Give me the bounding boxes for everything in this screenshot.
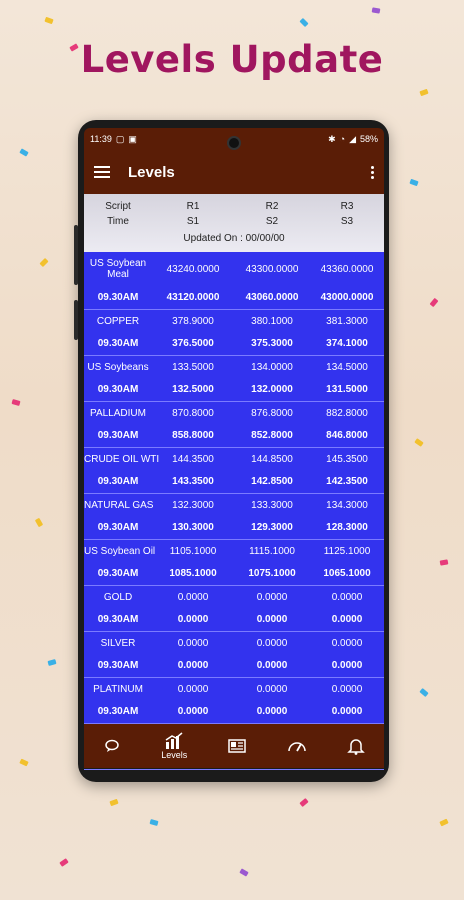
script-name: US Soybeans [87, 361, 149, 373]
s3-value: 0.0000 [331, 706, 363, 717]
script-name: SILVER [100, 637, 136, 649]
time-value: 09.30AM [97, 568, 139, 579]
r3-value: 0.0000 [331, 637, 363, 649]
support-row [84, 516, 384, 539]
level-row-group[interactable] [84, 632, 384, 678]
s3-value: 0.0000 [331, 660, 363, 671]
s2-value: 1075.1000 [248, 568, 296, 579]
script-name: PALLADIUM [90, 407, 146, 419]
s1-value: 0.0000 [177, 706, 209, 717]
header-row-s [84, 214, 384, 229]
time-value: 09.30AM [97, 338, 139, 349]
s3-value: 1065.1000 [323, 568, 371, 579]
script-name: NATURAL GAS [84, 499, 154, 511]
header-r2: R2 [265, 201, 279, 212]
nav-news[interactable] [228, 738, 246, 754]
r3-value: 0.0000 [331, 683, 363, 695]
volume-button [74, 225, 78, 285]
resistance-row [84, 448, 384, 470]
support-row [84, 470, 384, 493]
header-row-r [84, 194, 384, 214]
r2-value: 43300.0000 [245, 263, 299, 275]
r3-value: 882.8000 [326, 407, 368, 419]
s3-value: 142.3500 [326, 476, 368, 487]
script-name: US Soybean Meal [89, 258, 147, 280]
s1-value: 0.0000 [177, 660, 209, 671]
screenshot-icon: ▣ [128, 133, 137, 144]
s3-value: 0.0000 [331, 614, 363, 625]
s2-value: 0.0000 [256, 660, 288, 671]
s3-value: 128.3000 [326, 522, 368, 533]
s3-value: 846.8000 [326, 430, 368, 441]
s2-value: 852.8000 [251, 430, 293, 441]
s3-value: 374.1000 [326, 338, 368, 349]
resistance-row [84, 402, 384, 424]
battery-level: 58% [359, 134, 378, 144]
resistance-row [84, 678, 384, 700]
time-value: 09.30AM [97, 384, 139, 395]
r2-value: 0.0000 [256, 591, 288, 603]
header-r3: R3 [340, 201, 354, 212]
notification-icon: ▢ [115, 133, 125, 144]
front-camera [227, 136, 241, 150]
s2-value: 132.0000 [251, 384, 293, 395]
resistance-row [84, 540, 384, 562]
s3-value: 131.5000 [326, 384, 368, 395]
r2-value: 876.8000 [251, 407, 293, 419]
r2-value: 134.0000 [251, 361, 293, 373]
status-time: 11:39 [90, 134, 112, 144]
s1-value: 1085.1000 [169, 568, 217, 579]
speedometer-icon [287, 739, 307, 753]
bell-icon [348, 737, 364, 755]
s1-value: 376.5000 [172, 338, 214, 349]
time-value: 09.30AM [97, 522, 139, 533]
r1-value: 43240.0000 [166, 263, 220, 275]
r2-value: 380.1000 [251, 315, 293, 327]
r2-value: 1115.1000 [249, 545, 295, 557]
s2-value: 0.0000 [256, 614, 288, 625]
header-script: Script [105, 201, 131, 212]
header-s1: S1 [186, 216, 200, 227]
support-row [84, 378, 384, 401]
script-name: COPPER [96, 315, 140, 327]
support-row [84, 332, 384, 355]
time-value: 09.30AM [97, 476, 139, 487]
s1-value: 130.3000 [172, 522, 214, 533]
header-s2: S2 [265, 216, 279, 227]
bottom-navigation [84, 724, 384, 768]
bluetooth-icon: ✱ [328, 133, 336, 144]
promo-headline: Levels Update [80, 38, 384, 81]
r1-value: 0.0000 [177, 591, 209, 603]
s1-value: 43120.0000 [166, 292, 220, 303]
resistance-row [84, 356, 384, 378]
level-row-group[interactable] [84, 310, 384, 356]
chat-icon [104, 738, 120, 754]
hamburger-menu-icon[interactable] [94, 166, 110, 178]
script-name: US Soybean Oil [84, 545, 156, 557]
level-row-group[interactable] [84, 402, 384, 448]
wifi-icon: ◔ [339, 134, 346, 144]
r1-value: 0.0000 [177, 637, 209, 649]
page-title: Levels [128, 163, 175, 181]
r1-value: 144.3500 [172, 453, 214, 465]
r3-value: 381.3000 [326, 315, 368, 327]
nav-speed[interactable] [287, 739, 307, 753]
header-time: Time [107, 216, 129, 227]
s3-value: 43000.0000 [320, 292, 374, 303]
level-row-group[interactable] [84, 494, 384, 540]
app-bar [84, 150, 384, 194]
r1-value: 132.3000 [172, 499, 214, 511]
support-row [84, 286, 384, 309]
r3-value: 134.3000 [326, 499, 368, 511]
resistance-row [84, 252, 384, 286]
overflow-menu-icon[interactable] [371, 166, 374, 179]
time-value: 09.30AM [97, 292, 139, 303]
resistance-row [84, 494, 384, 516]
s2-value: 0.0000 [256, 706, 288, 717]
support-row [84, 424, 384, 447]
r2-value: 0.0000 [256, 683, 288, 695]
level-row-group[interactable] [84, 678, 384, 724]
r3-value: 43360.0000 [320, 263, 374, 275]
s1-value: 132.5000 [172, 384, 214, 395]
script-name: CRUDE OIL WTI [84, 453, 160, 465]
s2-value: 129.3000 [251, 522, 293, 533]
nav-notifications[interactable] [348, 737, 364, 755]
level-row-group[interactable] [84, 448, 384, 494]
levels-chart-icon [164, 732, 184, 750]
table-header [84, 194, 384, 252]
news-icon [228, 738, 246, 754]
signal-icon: ◢ [349, 133, 356, 144]
time-value: 09.30AM [97, 706, 139, 717]
nav-levels[interactable] [161, 732, 187, 760]
r3-value: 145.3500 [326, 453, 368, 465]
r2-value: 0.0000 [256, 637, 288, 649]
support-row [84, 654, 384, 677]
s1-value: 858.8000 [172, 430, 214, 441]
r1-value: 378.9000 [172, 315, 214, 327]
updated-on-text: Updated On : 00/00/00 [183, 233, 285, 244]
s2-value: 43060.0000 [245, 292, 299, 303]
level-row-group[interactable] [84, 356, 384, 402]
level-row-group[interactable] [84, 586, 384, 632]
r2-value: 144.8500 [251, 453, 293, 465]
level-row-group[interactable] [84, 540, 384, 586]
time-value: 09.30AM [97, 614, 139, 625]
levels-table[interactable] [84, 252, 384, 726]
resistance-row [84, 586, 384, 608]
phone-screen [84, 128, 384, 768]
s1-value: 0.0000 [177, 614, 209, 625]
r3-value: 1125.1000 [323, 545, 371, 557]
power-button [74, 300, 78, 340]
level-row-group[interactable] [84, 252, 384, 310]
support-row [84, 562, 384, 585]
r1-value: 870.8000 [172, 407, 214, 419]
support-row [84, 608, 384, 631]
r3-value: 134.5000 [326, 361, 368, 373]
nav-chat[interactable] [104, 738, 120, 754]
s1-value: 143.3500 [172, 476, 214, 487]
script-name: GOLD [103, 591, 133, 603]
script-name: PLATINUM [93, 683, 143, 695]
r1-value: 1105.1000 [169, 545, 217, 557]
time-value: 09.30AM [97, 660, 139, 671]
resistance-row [84, 632, 384, 654]
time-value: 09.30AM [97, 430, 139, 441]
nav-levels-label: Levels [161, 750, 188, 760]
r1-value: 133.5000 [172, 361, 214, 373]
s2-value: 142.8500 [251, 476, 293, 487]
resistance-row [84, 310, 384, 332]
s2-value: 375.3000 [251, 338, 293, 349]
r3-value: 0.0000 [331, 591, 363, 603]
header-s3: S3 [340, 216, 354, 227]
r1-value: 0.0000 [177, 683, 209, 695]
header-r1: R1 [186, 201, 200, 212]
support-row [84, 700, 384, 723]
r2-value: 133.3000 [251, 499, 293, 511]
